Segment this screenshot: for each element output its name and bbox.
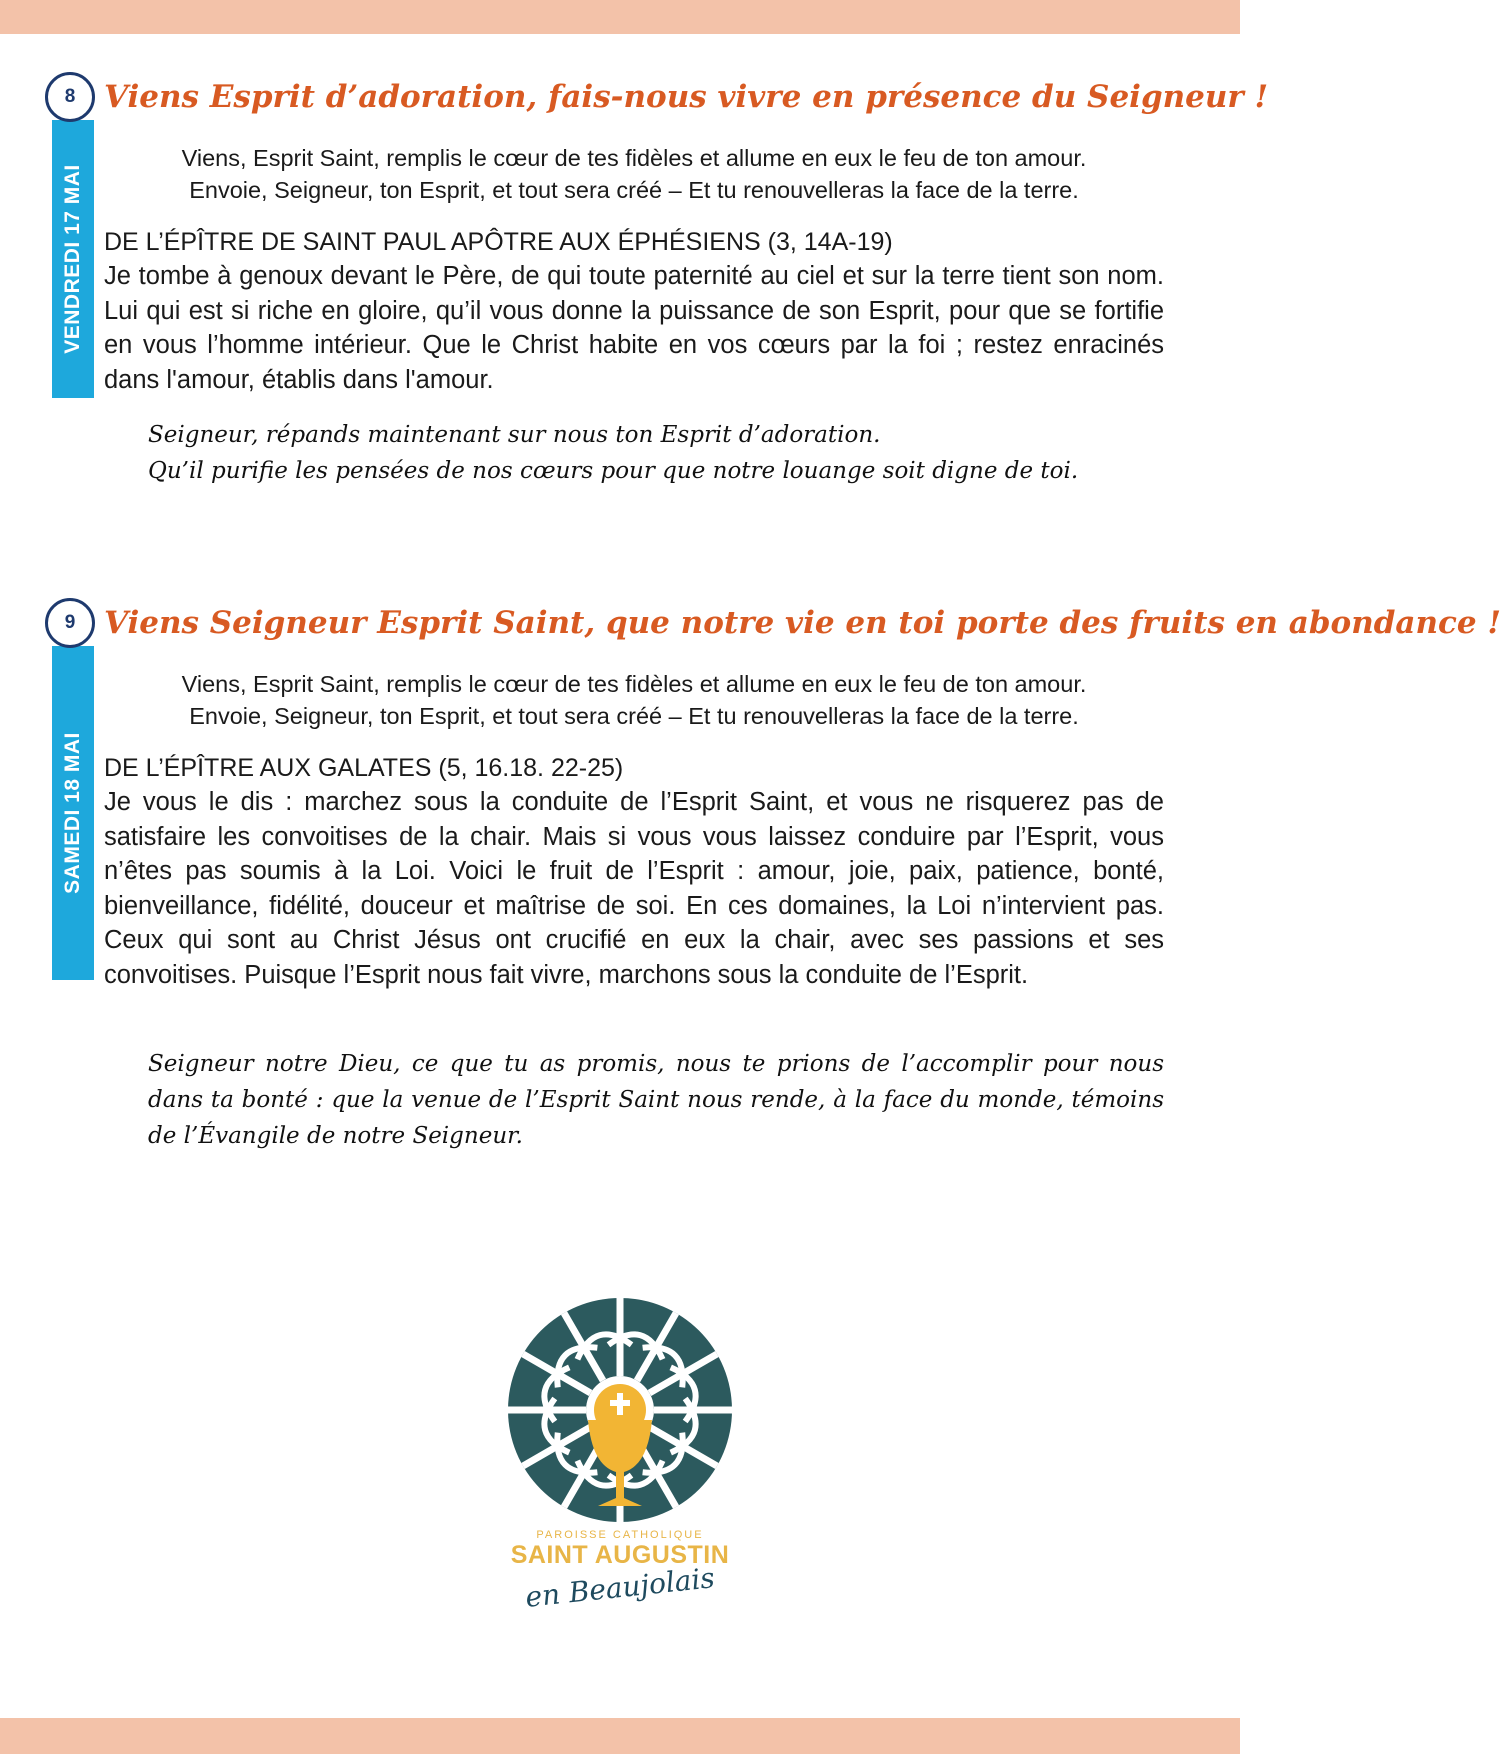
date-label: SAMEDI 18 MAI	[61, 732, 84, 894]
logo-small-text: PAROISSE CATHOLIQUE	[536, 1529, 704, 1541]
epistle-reference: DE L’ÉPÎTRE AUX GALATES (5, 16.18. 22-25)	[104, 754, 624, 782]
date-label: VENDREDI 17 MAI	[61, 164, 84, 354]
epistle-reference: DE L’ÉPÎTRE DE SAINT PAUL APÔTRE AUX ÉPHÉSIENS (3, 14A-19)	[104, 228, 893, 256]
rosette-icon	[470, 1295, 770, 1525]
day-number-badge: 9	[45, 598, 95, 648]
reading-text: Je vous le dis : marchez sous la conduite de l’Esprit Saint, et vous ne risquerez pas de satisfaire les convoitises de la chair. Mais si vous vous laissez conduire par l’Esprit, vous n’êtes pas soumis à la Loi. Voici le fruit de l’Esprit : amour, joie, paix, patience, bonté, bienveillance, fidélité, douceur et maîtrise de soi. En ces domaines, la Loi n’intervient pas. Ceux qui sont au Christ Jésus ont crucifié en eux la chair, avec ses passions et ses convoitises. Puisque l’Esprit nous fait vivre, marchons sous la conduite de l’Esprit.	[104, 788, 1164, 989]
invocation	[104, 668, 1164, 732]
date-sidebar	[52, 120, 94, 398]
parish-logo	[470, 1295, 770, 1625]
invocation-line: Viens, Esprit Saint, remplis le cœur de tes fidèles et allume en eux le feu de ton amour.	[181, 671, 1087, 697]
day-title: Viens Seigneur Esprit Saint, que notre vie en toi porte des fruits en abondance !	[104, 605, 1501, 641]
invocation-line: Envoie, Seigneur, ton Esprit, et tout sera créé – Et tu renouvelleras la face de la terre.	[189, 703, 1079, 729]
prayer: Seigneur notre Dieu, ce que tu as promis, nous te prions de l’accomplir pour nous dans ta bonté : que la venue de l’Esprit Saint nous rende, à la face du monde, témoins de l’Évangile de notre Seigneur.	[148, 1051, 1164, 1149]
day-title: Viens Esprit d’adoration, fais-nous vivre en présence du Seigneur !	[104, 79, 1269, 115]
reading-text: Je tombe à genoux devant le Père, de qui toute paternité au ciel et sur la terre tient son nom. Lui qui est si riche en gloire, qu’il vous donne la puissance de son Esprit, pour que se fortifie en vous l’homme intérieur. Que le Christ habite en vos cœurs par la foi ; restez enracinés dans l'amour, établis dans l'amour.	[104, 262, 1164, 394]
invocation-line: Envoie, Seigneur, ton Esprit, et tout sera créé – Et tu renouvelleras la face de la terre.	[189, 177, 1079, 203]
prayer-line: Qu’il purifie les pensées de nos cœurs pour que notre louange soit digne de toi.	[148, 458, 1079, 484]
prayer-line: Seigneur, répands maintenant sur nous ton Esprit d’adoration.	[148, 422, 881, 448]
invocation-line: Viens, Esprit Saint, remplis le cœur de tes fidèles et allume en eux le feu de ton amour.	[181, 145, 1087, 171]
logo-main-text: SAINT AUGUSTIN	[510, 1541, 730, 1569]
invocation	[104, 142, 1164, 206]
bottom-band	[0, 1718, 1240, 1754]
logo-script-text: en Beaujolais	[523, 1561, 717, 1614]
prayer	[148, 417, 1164, 489]
day-number-badge: 8	[45, 72, 95, 122]
top-band	[0, 0, 1240, 34]
date-sidebar	[52, 646, 94, 980]
